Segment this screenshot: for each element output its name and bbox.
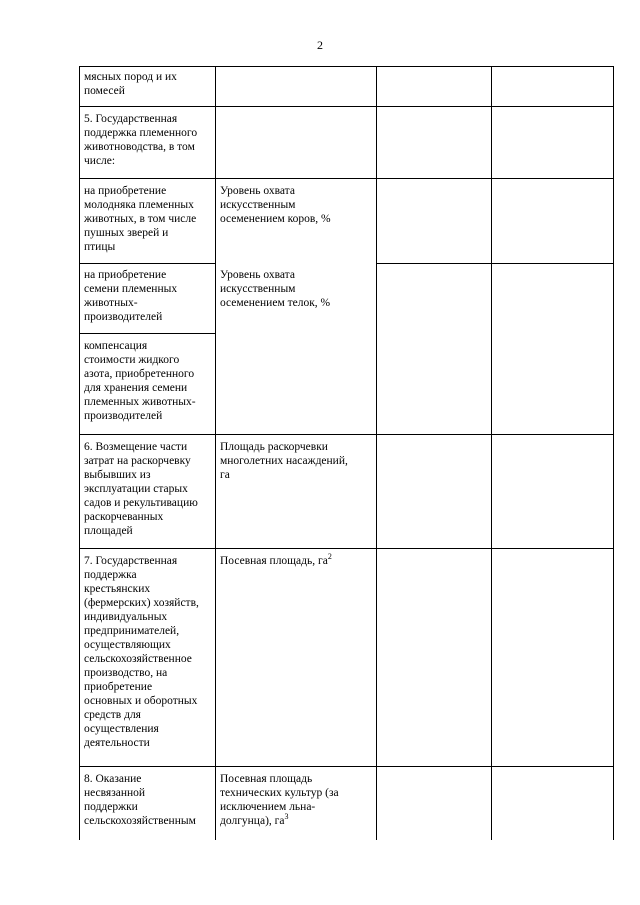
table-border-right xyxy=(613,66,614,840)
row-divider xyxy=(79,333,216,334)
row-5-name: компенсация стоимости жидкого азота, приобретенного для хранения семени племенных животных- производителей xyxy=(84,340,196,422)
row-8-name: 8. Оказание несвязанной поддержки сельскохозяйственным xyxy=(84,773,196,827)
row-divider xyxy=(79,766,614,767)
row-6-indicator: Площадь раскорчевки многолетних насаждений, га xyxy=(220,441,348,481)
row-7-indicator xyxy=(216,550,376,572)
table-col-divider-2 xyxy=(376,66,377,840)
footnote-ref: 2 xyxy=(327,552,332,562)
row-3-name: на приобретение молодняка племенных животных, в том числе пушных зверей и птицы xyxy=(84,185,197,253)
row-7-indicator-text: Посевная площадь, га xyxy=(220,555,328,567)
row-4-name: на приобретение семени племенных животных- производителей xyxy=(84,269,178,323)
row-4-indicator: Уровень охвата искусственным осеменением телок, % xyxy=(220,269,331,309)
table-col-divider-3 xyxy=(491,66,492,840)
row-1-name: мясных пород и их помесей xyxy=(84,71,177,97)
row-6-name: 6. Возмещение части затрат на раскорчевку выбывших из эксплуатации старых садов и рекультивацию раскорчеванных площадей xyxy=(84,441,198,537)
footnote-ref: 3 xyxy=(284,812,289,822)
row-3-indicator: Уровень охвата искусственным осеменением коров, % xyxy=(220,185,331,225)
row-divider xyxy=(79,178,614,179)
row-2-name: 5. Государственная поддержка племенного животноводства, в том числе: xyxy=(84,113,198,167)
row-divider xyxy=(79,106,614,107)
row-divider xyxy=(79,548,614,549)
row-7-name: 7. Государственная поддержка крестьянских (фермерских) хозяйств, индивидуальных предпринимателей, осуществляющих сельскохозяйственное производство, на приобретение основных и оборотных средств для осуществления деятельности xyxy=(84,555,199,749)
row-divider xyxy=(79,434,614,435)
page-number: 2 xyxy=(317,38,323,52)
row-divider xyxy=(376,263,614,264)
row-8-indicator xyxy=(216,768,376,832)
row-8-indicator-text: Посевная площадь технических культур (за исключением льна- долгунца), га xyxy=(220,773,339,827)
